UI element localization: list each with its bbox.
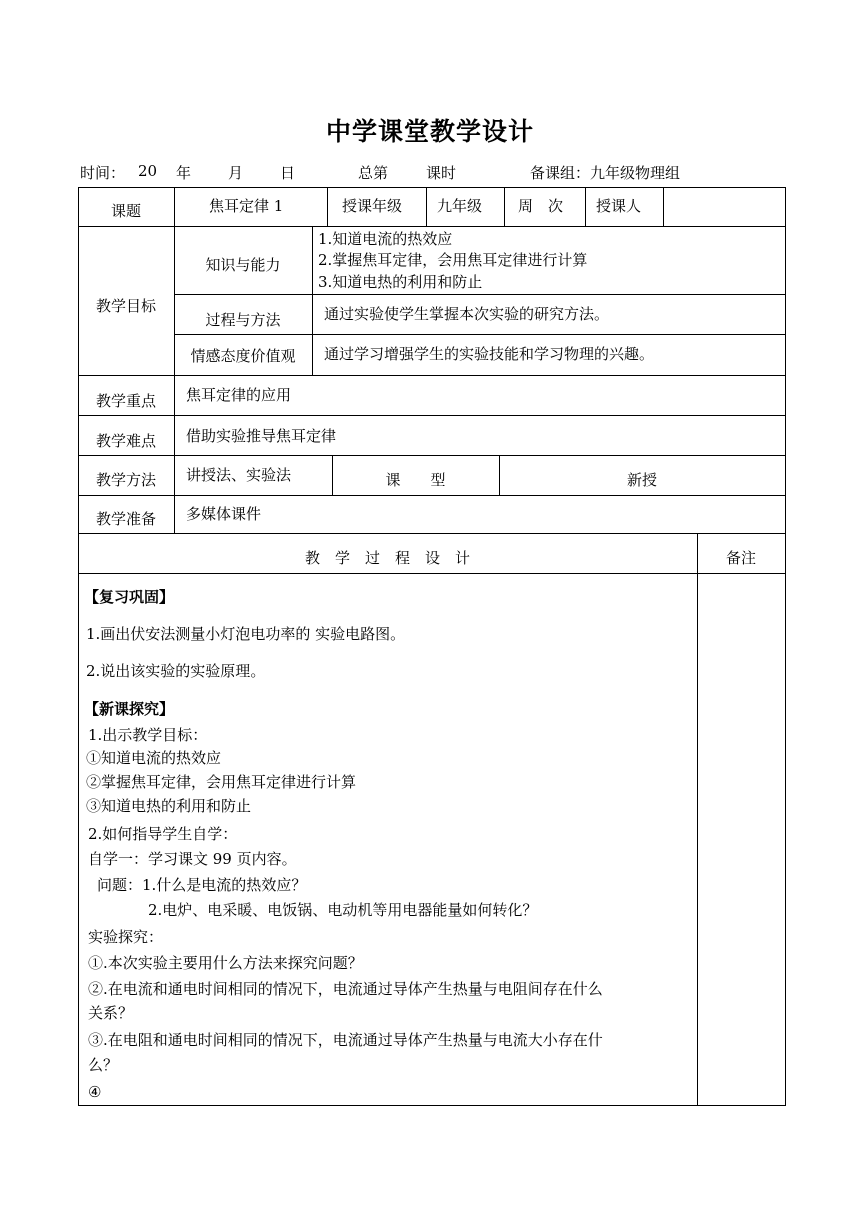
- content-line: ③.在电阻和通电时间相同的情况下，电流通过导体产生热量与电流大小存在什: [88, 1031, 603, 1049]
- method-label: 教学方法: [95, 471, 156, 489]
- content-line: 关系？: [88, 1004, 134, 1022]
- content-line: ①知道电流的热效应: [86, 749, 222, 767]
- lesson-type-value: 新授: [626, 471, 657, 489]
- difficulty-value: 借助实验推导焦耳定律: [186, 427, 337, 445]
- content-line: ②掌握焦耳定律，会用焦耳定律进行计算: [86, 773, 357, 791]
- knowledge-item: 3.知道电热的利用和防止: [318, 273, 483, 291]
- knowledge-item: 1.知道电流的热效应: [318, 230, 453, 248]
- month-unit: 月: [228, 164, 244, 182]
- content-line: 2.如何指导学生自学：: [88, 825, 238, 843]
- difficulty-label: 教学难点: [95, 432, 156, 450]
- prep-label: 教学准备: [95, 510, 156, 528]
- prep-value: 多媒体课件: [186, 505, 262, 523]
- knowledge-item: 2.掌握焦耳定律，会用焦耳定律进行计算: [318, 251, 588, 269]
- process-header: 教 学 过 程 设 计: [304, 549, 470, 567]
- new-heading: 【新课探究】: [84, 700, 175, 718]
- teacher-label: 授课人: [596, 197, 642, 215]
- emotion-text: 通过学习增强学生的实验技能和学习物理的兴趣。: [324, 345, 655, 363]
- content-line: ③知道电热的利用和防止: [86, 797, 252, 815]
- key-point-label: 教学重点: [95, 392, 156, 410]
- page-title: 中学课堂教学设计: [325, 117, 534, 146]
- total-label: 总第: [358, 164, 389, 182]
- method-value: 讲授法、实验法: [186, 466, 292, 484]
- period-label: 课时: [426, 164, 457, 182]
- goals-label: 教学目标: [95, 297, 156, 315]
- content-line: 2.电炉、电采暖、电饭锅、电动机等用电器能量如何转化？: [148, 901, 538, 919]
- topic-value: 焦耳定律 1: [209, 197, 284, 215]
- grade-value: 九年级: [437, 197, 483, 215]
- notes-header: 备注: [725, 549, 756, 567]
- review-item: 1.画出伏安法测量小灯泡电功率的 实验电路图。: [86, 625, 406, 643]
- topic-label: 课题: [110, 202, 141, 220]
- emotion-label: 情感态度价值观: [190, 347, 296, 365]
- review-item: 2.说出该实验的实验原理。: [86, 662, 266, 680]
- content-line: 实验探究：: [88, 928, 164, 946]
- review-heading: 【复习巩固】: [84, 588, 175, 606]
- content-line: 自学一：学习课文 99 页内容。: [88, 850, 297, 868]
- content-line: ①.本次实验主要用什么方法来探究问题？: [88, 954, 363, 972]
- content-line: ④: [88, 1083, 102, 1101]
- time-label: 时间：: [80, 164, 126, 182]
- day-unit: 日: [280, 164, 296, 182]
- group-label: 备课组：九年级物理组: [530, 164, 681, 182]
- year-value: 20: [138, 162, 158, 180]
- lesson-type-label: 课 型: [385, 471, 446, 489]
- content-line: 问题：1.什么是电流的热效应？: [97, 876, 307, 894]
- content-line: 1.出示教学目标：: [88, 726, 208, 744]
- content-line: ②.在电流和通电时间相同的情况下，电流通过导体产生热量与电阻间存在什么: [88, 980, 603, 998]
- week-label: 周 次: [518, 197, 564, 215]
- year-unit: 年: [176, 164, 192, 182]
- process-text: 通过实验使学生掌握本次实验的研究方法。: [324, 305, 610, 323]
- grade-label: 授课年级: [342, 197, 403, 215]
- process-label: 过程与方法: [205, 311, 281, 329]
- key-point-value: 焦耳定律的应用: [186, 386, 292, 404]
- knowledge-label: 知识与能力: [205, 256, 281, 274]
- content-line: 么？: [88, 1056, 119, 1074]
